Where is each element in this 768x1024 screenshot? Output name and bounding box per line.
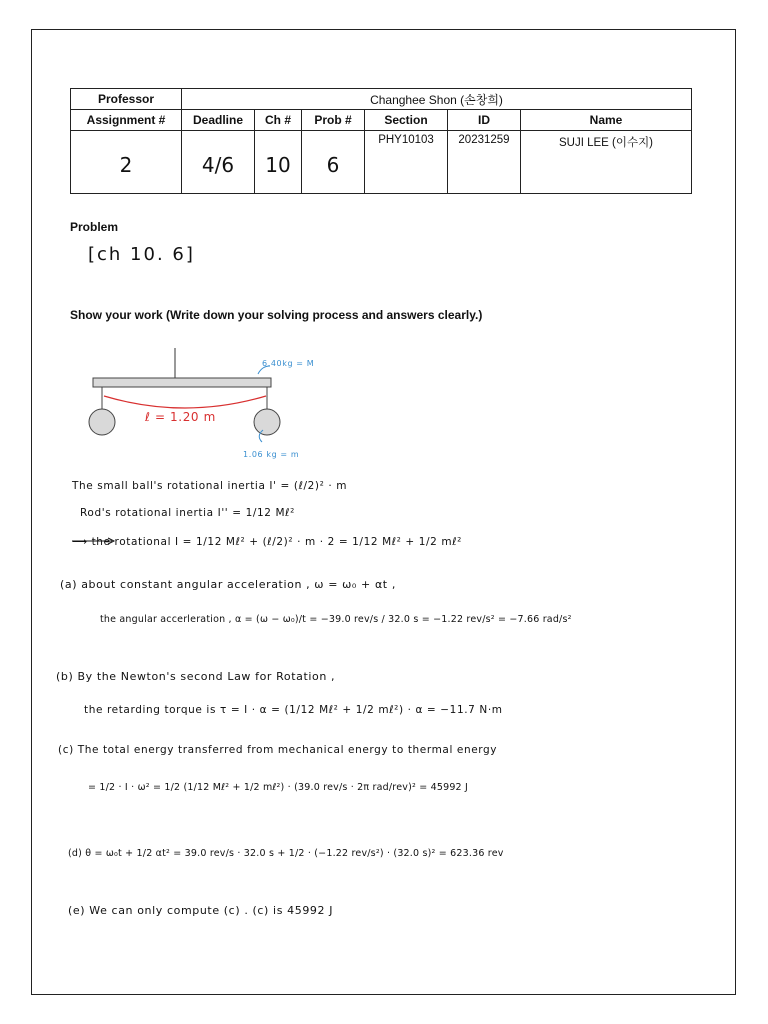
ball-mass-label: 1.06 kg = m xyxy=(243,450,300,459)
col-chapter: Ch # xyxy=(255,110,302,131)
section-value: PHY10103 xyxy=(378,134,434,146)
instructions: Show your work (Write down your solving process and answers clearly.) xyxy=(70,308,483,322)
col-name: Name xyxy=(521,110,692,131)
col-assignment: Assignment # xyxy=(71,110,182,131)
part-a-line-1: (a) about constant angular acceleration , ω = ω₀ + αt , xyxy=(60,578,396,591)
assignment-value: 2 xyxy=(119,153,133,177)
col-deadline: Deadline xyxy=(182,110,255,131)
length-label: ℓ = 1.20 m xyxy=(145,410,216,424)
id-value: 20231259 xyxy=(458,134,510,146)
length-bracket xyxy=(104,396,266,408)
part-c-line-2: = 1/2 · I · ω² = 1/2 (1/12 Mℓ² + 1/2 mℓ²) · (39.0 rev/s · 2π rad/rev)² = 45992 J xyxy=(88,782,469,793)
part-e-line-1: (e) We can only compute (c) . (c) is 45992 J xyxy=(68,904,334,917)
problem-label: Problem xyxy=(70,220,119,234)
part-d-line-1: (d) θ = ω₀t + 1/2 αt² = 39.0 rev/s · 32.0 s + 1/2 · (−1.22 rev/s²) · (32.0 s)² = 623.36 rev xyxy=(68,848,504,859)
problem-reference: [ch 10. 6] xyxy=(88,244,195,265)
deadline-value: 4/6 xyxy=(201,153,235,177)
part-b-line-1: (b) By the Newton's second Law for Rotation , xyxy=(56,670,336,683)
part-a-line-2: the angular accerleration , α = (ω − ω₀)/t = −39.0 rev/s / 32.0 s = −1.22 rev/s² = −7.66 rad/s² xyxy=(100,614,572,625)
rod-mass-label: 6.40kg = M xyxy=(262,359,315,368)
col-problem: Prob # xyxy=(302,110,365,131)
professor-label: Professor xyxy=(71,89,182,110)
work-line-3: ⟶ the rotational I = 1/12 Mℓ² + (ℓ/2)² · m · 2 = 1/12 Mℓ² + 1/2 mℓ² xyxy=(72,536,462,548)
name-value: SUJI LEE (이수지) xyxy=(558,137,654,149)
col-id: ID xyxy=(448,110,521,131)
work-line-2: Rod's rotational inertia I'' = 1/12 Mℓ² xyxy=(80,507,295,519)
right-ball xyxy=(254,409,280,435)
part-b-line-2: the retarding torque is τ = I · α = (1/12 Mℓ² + 1/2 mℓ²) · α = −11.7 N·m xyxy=(84,704,503,716)
left-ball xyxy=(89,409,115,435)
problem-value: 6 xyxy=(326,153,340,177)
professor-value: Changhee Shon (손창희) xyxy=(182,89,692,110)
rod xyxy=(93,378,271,387)
work-line-1: The small ball's rotational inertia I' = (ℓ/2)² · m xyxy=(72,480,348,492)
part-c-line-1: (c) The total energy transferred from mechanical energy to thermal energy xyxy=(58,744,498,756)
col-section: Section xyxy=(365,110,448,131)
chapter-value: 10 xyxy=(265,153,291,177)
